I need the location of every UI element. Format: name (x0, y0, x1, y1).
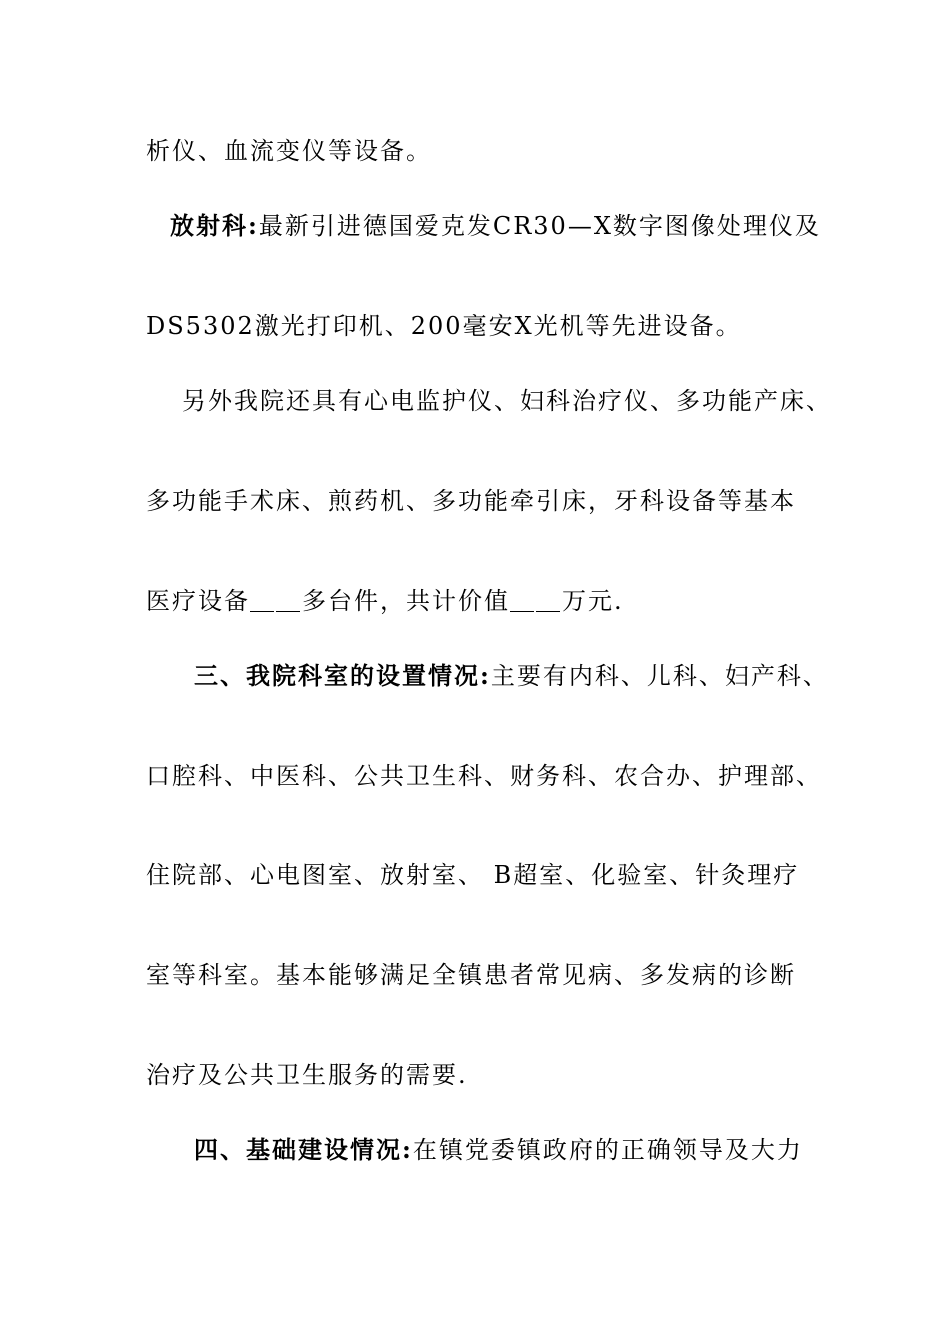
section-heading: 放射科: (170, 211, 259, 240)
section-heading: 四、基础建设情况: (194, 1135, 413, 1164)
paragraph-line (146, 960, 796, 990)
paragraph-line (194, 1135, 803, 1165)
paragraph-line (146, 1060, 468, 1090)
paragraph-line (146, 860, 799, 890)
line-text: 室等科室。基本能够满足全镇患者常见病、多发病的诊断 (146, 961, 796, 989)
paragraph-line (146, 486, 796, 516)
line-text: 住院部、心电图室、放射室、 B超室、化验室、针灸理疗 (146, 861, 800, 889)
paragraph-line (146, 311, 742, 341)
line-text: 析仪、血流变仪等设备。 (146, 137, 432, 165)
paragraph-line (146, 136, 432, 166)
line-text: 治疗及公共卫生服务的需要. (146, 1061, 468, 1089)
line-text: 最新引进德国爱克发CR30—X数字图像处理仪及 (258, 212, 821, 240)
line-text: DS5302激光打印机、200毫安X光机等先进设备。 (146, 312, 742, 340)
line-text: 多功能手术床、煎药机、多功能牵引床，牙科设备等基本 (146, 487, 796, 515)
line-text: 另外我院还具有心电监护仪、妇科治疗仪、多功能产床、 (182, 387, 832, 415)
paragraph-line (194, 661, 829, 691)
line-text: 在镇党委镇政府的正确领导及大力 (412, 1136, 803, 1164)
line-text: 口腔科、中医科、公共卫生科、财务科、农合办、护理部、 (146, 762, 822, 790)
paragraph-line (146, 761, 822, 791)
paragraph-line (182, 386, 832, 416)
paragraph-line (146, 586, 624, 616)
section-heading: 三、我院科室的设置情况: (194, 661, 491, 690)
line-text: 主要有内科、儿科、妇产科、 (490, 662, 829, 690)
paragraph-line (170, 211, 821, 241)
line-text: 医疗设备＿＿多台件，共计价值＿＿万元. (146, 587, 624, 615)
